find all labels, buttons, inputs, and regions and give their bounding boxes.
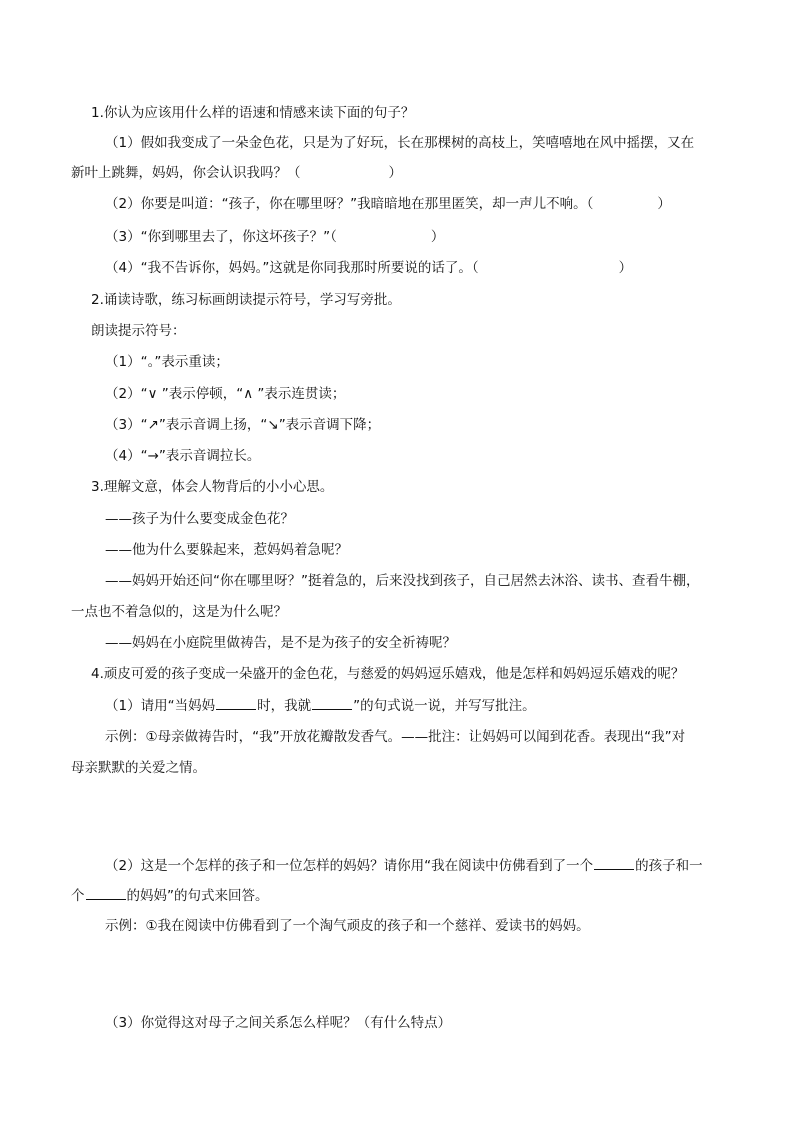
q4-part-2-prompt-line-2	[71, 886, 269, 905]
q3-item-b: ——他为什么要躲起来，惹妈妈着急呢？	[105, 542, 348, 558]
q4-part-2-prompt-line-1	[105, 856, 703, 875]
q4-part-2-text-d: 的妈妈”的句式来回答。	[126, 888, 269, 904]
fill-blank[interactable]	[216, 696, 256, 710]
q3-item-d: ——妈妈在小庭院里做祷告，是不是为孩子的安全祈祷呢？	[105, 635, 456, 651]
q4-example-1-line-2: 母亲默默的关爱之情。	[71, 760, 206, 776]
q1-sentence-2-text: （2）你要是叫道：“孩子，你在哪里呀？”我暗暗地在那里匿笑，却一声儿不响。（	[105, 196, 594, 212]
q2-subheading: 朗读提示符号：	[91, 323, 186, 339]
q1-sentence-4	[105, 259, 632, 277]
q1-sentence-1-text: 新叶上跳舞，妈妈，你会认识我吗？（	[71, 165, 301, 181]
q2-mark-1: （1）“。”表示重读；	[105, 354, 229, 370]
q4-part-1-prompt	[105, 696, 536, 715]
q2-mark-4: （4）“→”表示音调拉长。	[105, 448, 261, 464]
q4-example-1-line-1: 示例：①母亲做祷告时，“我”开放花瓣散发香气。——批注：让妈妈可以闻到花香。表现出“我”对	[105, 729, 686, 745]
close-paren: ）	[618, 260, 633, 276]
q4-part-1-text-c: ”的句式说一说，并写写批注。	[353, 698, 536, 714]
q2-mark-2: （2）“∨ ”表示停顿，“∧ ”表示连贯读；	[105, 386, 346, 402]
q4-example-2: 示例：①我在阅读中仿佛看到了一个淘气顽皮的孩子和一个慈祥、爱读书的妈妈。	[105, 918, 590, 934]
q1-sentence-2	[105, 195, 671, 213]
q3-item-c-line-1: ——妈妈开始还问“你在哪里呀？”挺着急的，后来没找到孩子，自己居然去沐浴、读书、查看牛棚，	[105, 573, 700, 589]
question-2-title: 2.诵读诗歌，练习标画朗读提示符号，学习写旁批。	[91, 292, 401, 308]
q1-sentence-3	[105, 228, 444, 246]
q2-mark-3: （3）“↗”表示音调上扬，“↘”表示音调下降；	[105, 417, 381, 433]
q4-part-2-text-b: 的孩子和一	[635, 858, 703, 874]
q1-sentence-1-line-2	[71, 164, 402, 182]
q4-part-2-text-a: （2）这是一个怎样的孩子和一位怎样的妈妈？请你用“我在阅读中仿佛看到了一个	[105, 858, 594, 874]
q1-sentence-1-line-1: （1）假如我变成了一朵金色花，只是为了好玩，长在那棵树的高枝上，笑嘻嘻地在风中摇摆，又在	[105, 135, 695, 151]
question-1-title: 1.你认为应该用什么样的语速和情感来读下面的句子？	[91, 105, 415, 121]
q4-part-1-text-b: 时，我就	[257, 698, 312, 714]
question-4-title: 4.顽皮可爱的孩子变成一朵盛开的金色花，与慈爱的妈妈逗乐嬉戏，他是怎样和妈妈逗乐嬉戏的呢？	[91, 666, 685, 682]
question-3-title: 3.理解文意，体会人物背后的小小心思。	[91, 479, 334, 495]
close-paren: ）	[430, 229, 445, 245]
fill-blank[interactable]	[312, 696, 352, 710]
close-paren: ）	[388, 165, 402, 181]
q4-part-2-text-c: 个	[71, 888, 85, 904]
q4-part-1-text-a: （1）请用“当妈妈	[105, 698, 216, 714]
fill-blank[interactable]	[86, 886, 126, 900]
q4-part-3-prompt: （3）你觉得这对母子之间关系怎么样呢？（有什么特点）	[105, 1015, 452, 1031]
q3-item-c-line-2: 一点也不着急似的，这是为什么呢？	[71, 604, 287, 620]
q1-sentence-4-text: （4）“我不告诉你，妈妈。”这就是你同我那时所要说的话了。（	[105, 260, 479, 276]
q1-sentence-3-text: （3）“你到哪里去了，你这坏孩子？”（	[105, 229, 337, 245]
q3-item-a: ——孩子为什么要变成金色花？	[105, 511, 294, 527]
close-paren: ）	[657, 196, 671, 212]
fill-blank[interactable]	[594, 856, 634, 870]
